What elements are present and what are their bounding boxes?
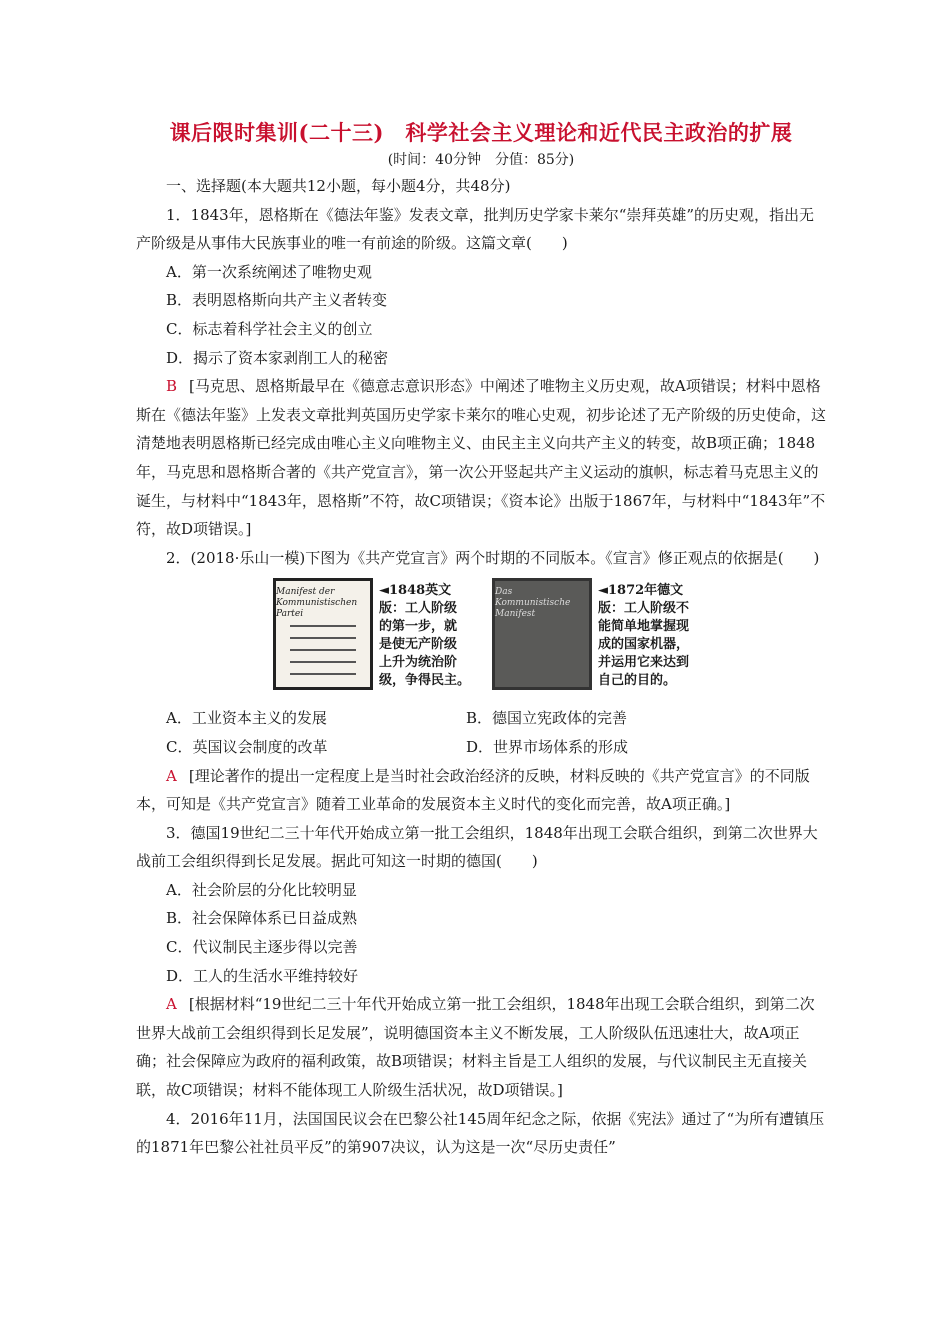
- question-1-option-c: C．标志着科学社会主义的创立: [166, 319, 373, 338]
- figure-1872-caption: [598, 582, 689, 690]
- question-4-stem: 4．2016年11月，法国国民议会在巴黎公社145周年纪念之际，依据《宪法》通过了“为所有遭镇压的1871年巴黎公社社员平反”的第907决议，认为这是一次“尽历史责任”: [136, 1109, 825, 1157]
- question-1-explanation-text: [马克思、恩格斯最早在《德意志意识形态》中阐述了唯物主义历史观，故A项错误；材料中恩格斯在《德法年鉴》上发表文章批判英国历史学家卡莱尔的唯心史观，初步论述了无产阶级的历史使命，这清楚地表明恩格斯已经完成由唯心主义向唯物主义、由民主主义向共产主义的转变，故B项正确；1848年，马克思和恩格斯合著的《共产党宣言》，第一次公开竖起共产主义运动的旗帜，标志着马克思主义的诞生，与材料中“1843年，恩格斯”不符，故C项错误；《资本论》出版于1867年，与材料中“1843年”不符，故D项错误。]: [136, 377, 827, 539]
- caption-line: 自己的目的。: [598, 673, 677, 689]
- question-3-option-b: B．社会保障体系已日益成熟: [166, 909, 358, 928]
- question-2-option-b: B．德国立宪政体的完善: [466, 709, 628, 728]
- caption-line: 成的国家机器，: [598, 637, 690, 653]
- question-1-option-d: D．揭示了资本家剥削工人的秘密: [166, 348, 389, 367]
- document-content: [136, 118, 826, 1162]
- figure-1872-edition: [492, 578, 689, 696]
- question-1-option-b: B．表明恩格斯向共产主义者转变: [166, 291, 388, 310]
- question-2-option-c: C．英国议会制度的改革: [166, 737, 328, 756]
- caption-line: ◄1872年德文: [598, 583, 684, 599]
- section-heading: 一、选择题(本大题共12小题，每小题4分，共48分): [166, 177, 511, 195]
- question-1-explanation: [136, 372, 826, 544]
- caption-line: 是使无产阶级: [378, 637, 457, 653]
- question-2-stem: 2．(2018·乐山一模)下图为《共产党宣言》两个时期的不同版本。《宣言》修正观点的依据是( ): [166, 548, 820, 567]
- manifesto-editions-figure: [136, 578, 826, 696]
- question-2-answer: A: [166, 766, 177, 785]
- page-title: 课后限时集训(二十三) 科学社会主义理论和近代民主政治的扩展: [169, 120, 793, 145]
- question-2-explanation-text: [理论著作的提出一定程度上是当时社会政治经济的反映，材料反映的《共产党宣言》的不同版本，可知是《共产党宣言》随着工业革命的发展资本主义时代的变化而完善，故A项正确。]: [136, 766, 810, 814]
- question-3-option-c: C．代议制民主逐步得以完善: [166, 938, 358, 957]
- manifesto-1848-cover-text: Manifest der Kommunistischen Partei: [275, 587, 358, 620]
- question-3-explanation-text: [根据材料“19世纪二三十年代开始成立第一批工会组织，1848年出现工会联合组织，到第二次世界大战前工会组织得到长足发展”，说明德国资本主义不断发展，工人阶级队伍迅速壮大，故A项正确；社会保障应为政府的福利政策，故B项错误；材料主旨是工人组织的发展，与代议制民主无直接关联，故C项错误；材料不能体现工人阶级生活状况，故D项错误。]: [136, 995, 815, 1100]
- caption-line: 版：工人阶级: [378, 601, 457, 617]
- question-2-options-row-1: [136, 704, 826, 733]
- manifesto-1872-cover-image: [492, 578, 592, 690]
- caption-line: 上升为统治阶: [378, 655, 457, 671]
- question-1-answer: B: [166, 377, 178, 396]
- caption-line: 能简单地掌握现: [598, 619, 690, 635]
- question-1-option-a: A．第一次系统阐述了唯物史观: [166, 262, 372, 281]
- question-2-explanation: [136, 762, 826, 819]
- question-1-stem: 1．1843年，恩格斯在《德法年鉴》发表文章，批判历史学家卡莱尔“崇拜英雄”的历史观，指出无产阶级是从事伟大民族事业的唯一有前途的阶级。这篇文章( ): [136, 205, 815, 253]
- caption-line: 版：工人阶级不: [598, 601, 690, 617]
- caption-line: ◄1848英文: [378, 583, 452, 599]
- question-3-stem: 3．德国19世纪二三十年代开始成立第一批工会组织，1848年出现工会联合组织，到第二次世界大战前工会组织得到长足发展。据此可知这一时期的德国( ): [136, 823, 818, 871]
- manifesto-1872-cover-text: Das Kommunistische Manifest: [495, 587, 571, 620]
- question-2-options-row-2: [136, 733, 826, 762]
- caption-line: 级，争得民主。: [378, 673, 470, 689]
- question-2-option-a: A．工业资本主义的发展: [166, 709, 327, 728]
- question-2-option-d: D．世界市场体系的形成: [466, 737, 629, 756]
- time-score-info: (时间：40分钟 分值：85分): [387, 152, 575, 168]
- manifesto-1848-cover-image: [273, 578, 373, 690]
- caption-line: 的第一步，就: [378, 619, 457, 635]
- question-3-explanation: [136, 990, 826, 1104]
- question-3-option-a: A．社会阶层的分化比较明显: [166, 880, 357, 899]
- question-3-option-d: D．工人的生活水平维持较好: [166, 966, 359, 985]
- figure-1848-edition: [273, 578, 470, 696]
- figure-1848-caption: [379, 582, 470, 690]
- caption-line: 并运用它来达到: [598, 655, 690, 671]
- question-3-answer: A: [166, 995, 177, 1014]
